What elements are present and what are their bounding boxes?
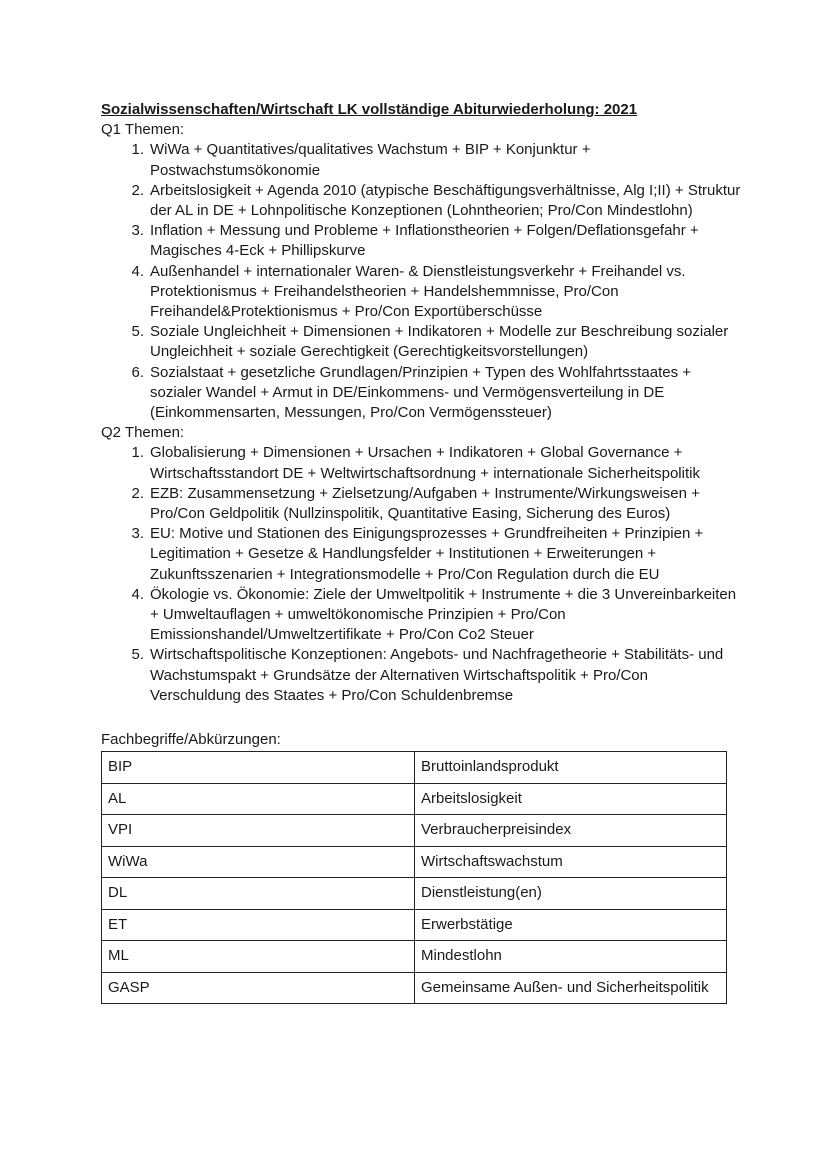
list-text: Inflation + Messung und Probleme + Inflationstheorien + Folgen/Deflationsgefahr + Magisches 4-Eck + Phillipskurve (150, 222, 699, 260)
meaning-cell: Bruttoinlandsprodukt (415, 752, 727, 784)
list-item (101, 645, 741, 706)
table-row (102, 815, 727, 847)
q2-topic-list (101, 443, 741, 706)
table-row (102, 783, 727, 815)
table-row (102, 941, 727, 973)
meaning-cell: Dienstleistung(en) (415, 878, 727, 910)
list-text: Soziale Ungleichheit + Dimensionen + Indikatoren + Modelle zur Beschreibung sozialer Ungleichheit + soziale Gerechtigkeit (Gerechtigkeitsvorstellungen) (150, 323, 729, 361)
list-item (101, 484, 741, 524)
document-title: Sozialwissenschaften/Wirtschaft LK vollständige Abiturwiederholung: 2021 (101, 101, 638, 118)
list-text: Außenhandel + internationaler Waren- & Dienstleistungsverkehr + Freihandel vs. Protektionismus + Freihandelstheorien + Handelshemmnisse, Pro/Con Freihandel&Protektionismus + Pro/Con Exportüberschüsse (150, 262, 686, 321)
terms-table (101, 751, 727, 1004)
list-item (101, 262, 741, 323)
list-number: 2. (131, 181, 144, 199)
q2-heading: Q2 Themen: (101, 424, 185, 442)
meaning-cell: Arbeitslosigkeit (415, 783, 727, 815)
list-text: Ökologie vs. Ökonomie: Ziele der Umweltpolitik + Instrumente + die 3 Unvereinbarkeiten + Umweltauflagen + umweltökonomische Prinzipien + Pro/Con Emissionshandel/Umweltzertifikate + Pro/Con Co2 Steuer (150, 585, 737, 644)
table-row (102, 752, 727, 784)
abbreviation-cell: WiWa (102, 846, 415, 878)
list-text: Sozialstaat + gesetzliche Grundlagen/Prinzipien + Typen des Wohlfahrtsstaates + sozialer Wandel + Armut in DE/Einkommens- und Vermögensverteilung in DE (Einkommensarten, Messungen, Pro/Con Vermögenssteuer) (150, 363, 692, 422)
abbreviation-cell: BIP (102, 752, 415, 784)
meaning-cell: Verbraucherpreisindex (415, 815, 727, 847)
q1-topic-list (101, 140, 741, 423)
abbreviation-cell: ML (102, 941, 415, 973)
list-number: 2. (131, 484, 144, 502)
abbreviation-cell: VPI (102, 815, 415, 847)
list-text: Wirtschaftspolitische Konzeptionen: Angebots- und Nachfragetheorie + Stabilitäts- und Wachstumspakt + Grundsätze der Alternativen Wirtschaftspolitik + Pro/Con Verschuldung des Staates + Pro/Con Schuldenbremse (150, 646, 724, 704)
list-number: 5. (131, 323, 144, 341)
meaning-cell: Erwerbstätige (415, 909, 727, 941)
list-text: EU: Motive und Stationen des Einigungsprozesses + Grundfreiheiten + Prinzipien + Legitimation + Gesetze & Handlungsfelder + Institutionen + Erweiterungen + Zukunftsszenarien + Integrationsmodelle + Pro/Con Regulation durch die EU (150, 525, 704, 583)
meaning-cell: Wirtschaftswachstum (415, 846, 727, 878)
abbreviation-cell: AL (102, 783, 415, 815)
abbreviation-cell: ET (102, 909, 415, 941)
list-item (101, 524, 741, 585)
list-item (101, 363, 741, 424)
table-row (102, 878, 727, 910)
list-number: 3. (131, 222, 144, 240)
q1-heading: Q1 Themen: (101, 121, 185, 139)
list-number: 3. (131, 525, 144, 543)
list-number: 1. (131, 141, 144, 159)
list-item (101, 443, 741, 483)
list-text: Globalisierung + Dimensionen + Ursachen + Indikatoren + Global Governance + Wirtschaftsstandort DE + Weltwirtschaftsordnung + internationale Sicherheitspolitik (150, 444, 700, 482)
table-row (102, 972, 727, 1004)
list-item (101, 585, 741, 646)
meaning-cell: Gemeinsame Außen- und Sicherheitspolitik (415, 972, 727, 1004)
document-page (101, 100, 741, 1004)
list-number: 1. (131, 444, 144, 462)
meaning-cell: Mindestlohn (415, 941, 727, 973)
table-row (102, 909, 727, 941)
abbreviation-cell: DL (102, 878, 415, 910)
spacer (101, 706, 741, 730)
table-row (102, 846, 727, 878)
list-text: WiWa + Quantitatives/qualitatives Wachstum + BIP + Konjunktur + Postwachstumsökonomie (150, 141, 591, 179)
terms-heading: Fachbegriffe/Abkürzungen: (101, 731, 281, 749)
list-item (101, 140, 741, 180)
list-number: 4. (131, 262, 144, 280)
list-text: EZB: Zusammensetzung + Zielsetzung/Aufgaben + Instrumente/Wirkungsweisen + Pro/Con Geldpolitik (Nullzinspolitik, Quantitative Easing, Sicherung des Euros) (150, 484, 700, 523)
list-item (101, 221, 741, 261)
list-number: 5. (131, 646, 144, 664)
list-number: 4. (131, 585, 144, 603)
abbreviation-cell: GASP (102, 972, 415, 1004)
list-text: Arbeitslosigkeit + Agenda 2010 (atypische Beschäftigungsverhältnisse, Alg I;II) + Struktur der AL in DE + Lohnpolitische Konzeptionen (Lohntheorien; Pro/Con Mindestlohn) (150, 181, 741, 220)
list-item (101, 181, 741, 221)
list-item (101, 322, 741, 362)
list-number: 6. (131, 363, 144, 381)
